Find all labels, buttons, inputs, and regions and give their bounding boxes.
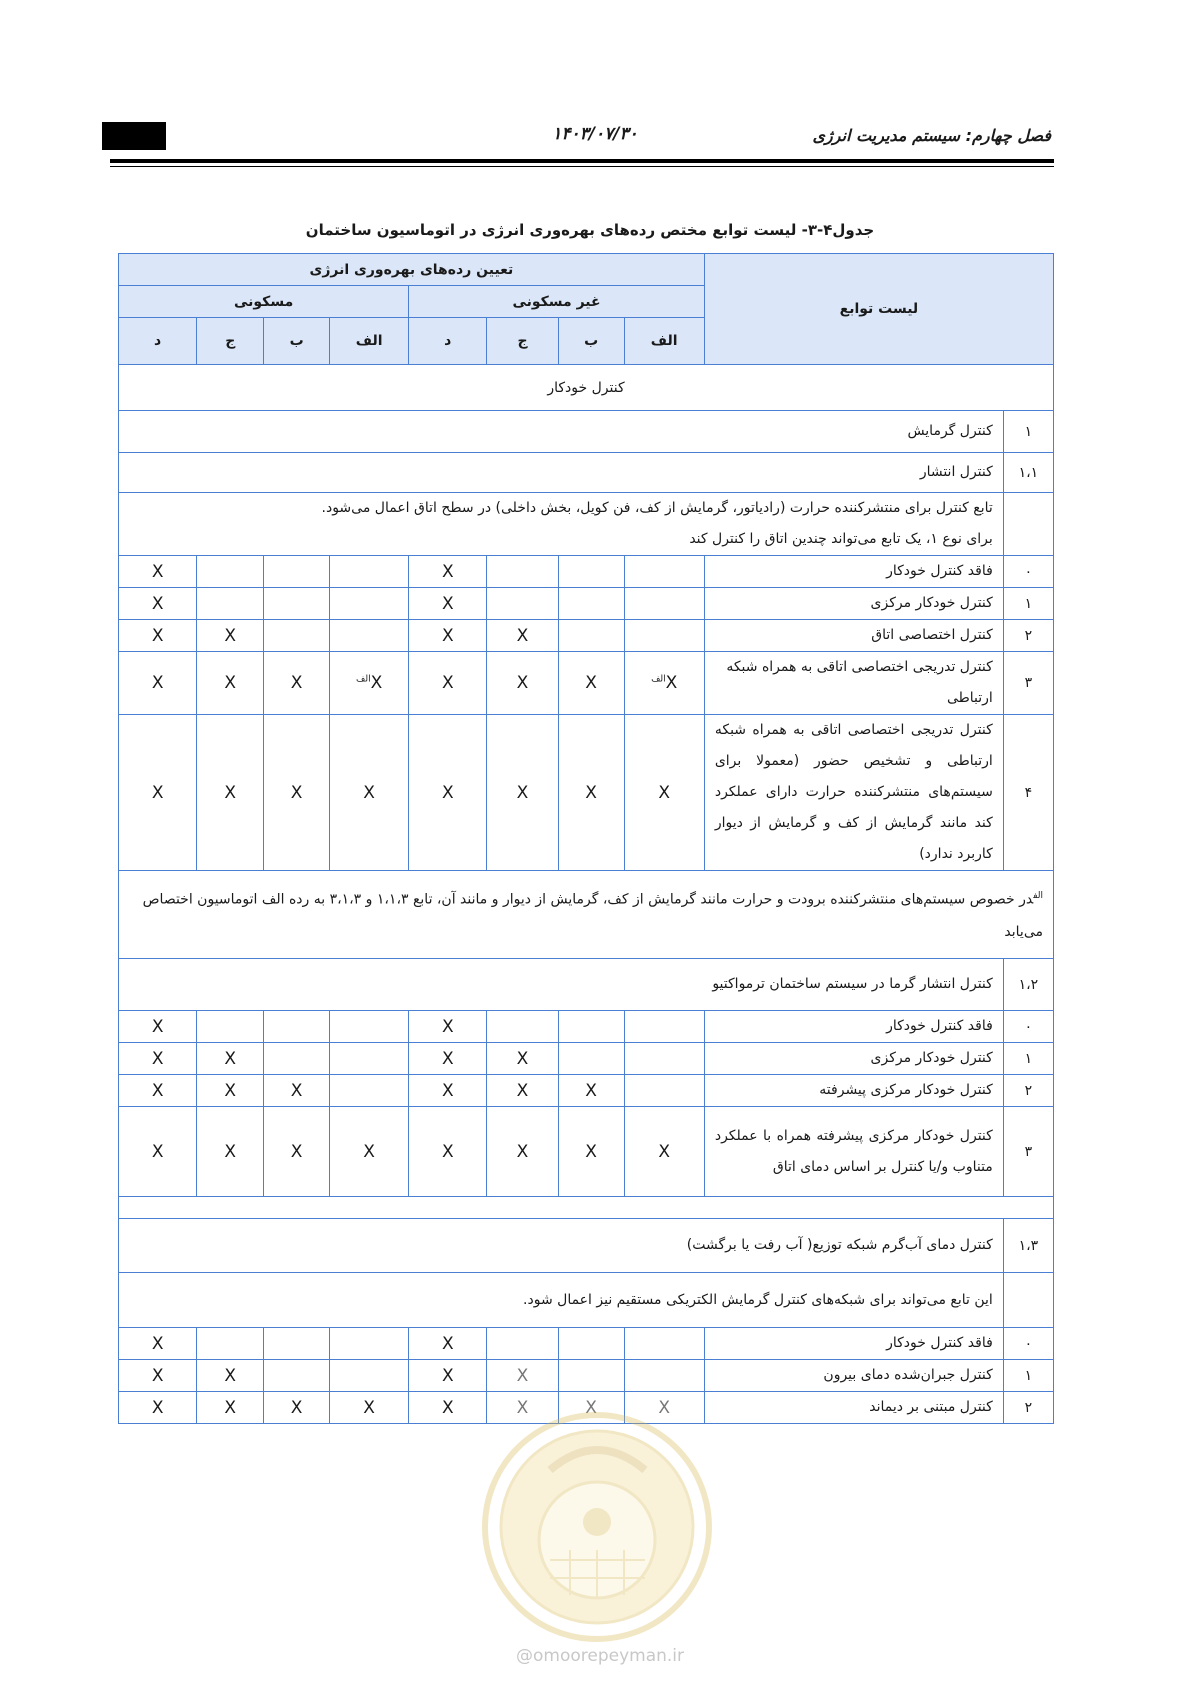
class-mark: X [119,1043,197,1075]
footnote-row [119,871,1054,959]
header-date: ۱۴۰۳/۰۷/۳۰ [552,124,638,144]
class-mark: X [197,620,264,652]
class-mark: X [264,1075,330,1107]
function-description: کنترل خودکار مرکزی [704,588,1003,620]
row-number: ۲ [1003,1392,1053,1424]
function-title: کنترل دمای آب‌گرم شبکه توزیع( آب رفت یا برگشت) [119,1219,1004,1273]
publisher-seal-watermark [480,1410,715,1645]
row-number: ۱،۱ [1003,453,1053,493]
class-mark: X [119,588,197,620]
function-note-line: برای نوع ۱، یک تابع می‌تواند چندین اتاق را کنترل کند [689,531,993,547]
class-mark: X [197,1392,264,1424]
row-number: ۴ [1003,715,1053,871]
class-header-alef: الف [330,318,409,365]
row-number: ۳ [1003,652,1053,715]
class-mark: X [197,715,264,871]
function-description: فاقد کنترل خودکار [704,556,1003,588]
class-mark: X [409,1360,487,1392]
function-title: کنترل انتشار [119,453,1004,493]
class-mark: X [409,1075,487,1107]
class-header-dal: د [119,318,197,365]
class-mark: X [409,652,487,715]
class-mark: X [558,652,624,715]
class-header-be: ب [264,318,330,365]
row-number: ۱،۲ [1003,959,1053,1011]
function-description: فاقد کنترل خودکار [704,1328,1003,1360]
class-mark: X [558,1107,624,1197]
function-note [119,493,1004,556]
row-number: ۱ [1003,1043,1053,1075]
class-mark: X [558,1075,624,1107]
row-number: ۱،۳ [1003,1219,1053,1273]
function-description: کنترل تدریجی اختصاصی اتاقی به همراه شبکه ارتباطی [704,652,1003,715]
class-mark: X [330,715,409,871]
class-mark: X [119,715,197,871]
class-mark: X [264,652,330,715]
footnote-marker: الف [651,674,666,685]
class-mark: X [264,715,330,871]
function-group-title: کنترل گرمایش [119,411,1004,453]
footnote-marker: الف [1033,890,1043,901]
class-mark: X [330,1392,409,1424]
row-number: ۳ [1003,1107,1053,1197]
table-caption: جدول۴-۳- لیست توابع مختص رده‌های بهره‌وری انرژی در اتوماسیون ساختمان [305,221,875,239]
header-rule-thin [110,166,1054,167]
row-number: ۲ [1003,620,1053,652]
class-header-dal: د [409,318,487,365]
website-watermark: @omoorepeyman.ir [515,1646,685,1666]
row-number: ۱ [1003,1360,1053,1392]
function-description: کنترل تدریجی اختصاصی اتاقی به همراه شبکه ارتباطی و تشخیص حضور (معمولا برای سیستم‌های منتشرکننده حرارت دارای عملکرد کند مانند گرمایش از کف و گرمایش از دیوار کاربرد ندارد) [704,715,1003,871]
class-header-alef: الف [624,318,704,365]
functions-list-header: لیست توابع [704,254,1053,365]
class-mark: X [119,1011,197,1043]
non-residential-header: غیر مسکونی [409,286,705,318]
row-number: ۰ [1003,1328,1053,1360]
footnote-marker: الف [356,674,371,685]
class-mark: X [624,715,704,871]
header-black-block [102,122,166,150]
class-mark: X [409,556,487,588]
class-mark: X [409,1107,487,1197]
residential-header: مسکونی [119,286,409,318]
class-header-jim: ج [487,318,558,365]
class-mark: X [119,1360,197,1392]
class-mark: X [487,1360,558,1392]
class-header-be: ب [558,318,624,365]
row-number: ۱ [1003,588,1053,620]
class-mark: X [558,715,624,871]
row-number: ۱ [1003,411,1053,453]
class-mark-footnoted: $X^{الف}$ [624,652,704,715]
class-mark: X [409,620,487,652]
class-mark: X [197,652,264,715]
class-mark: X [197,1043,264,1075]
class-mark: X [487,715,558,871]
spacer-row [119,1197,1054,1219]
class-mark: X [119,556,197,588]
class-mark: X [487,1107,558,1197]
efficiency-classes-header: تعیین رده‌های بهره‌وری انرژی [119,254,705,286]
class-mark: X [487,1043,558,1075]
class-mark: X [487,652,558,715]
class-mark: X [409,1011,487,1043]
function-note-line: تابع کنترل برای منتشرکننده حرارت (رادیاتور، گرمایش از کف، فن کویل، بخش داخلی) در سطح اتاق اعمال می‌شود. [321,500,993,516]
class-mark: X [197,1107,264,1197]
class-mark: X [119,1075,197,1107]
class-mark: X [197,1075,264,1107]
header-chapter-title: فصل چهارم: سیستم مدیریت انرژی [812,126,1051,145]
class-mark: X [264,1392,330,1424]
function-description: کنترل جبران‌شده دمای بیرون [704,1360,1003,1392]
class-mark: X [119,1107,197,1197]
class-mark: X [119,620,197,652]
function-description: کنترل خودکار مرکزی پیشرفته [704,1075,1003,1107]
class-mark: X [409,715,487,871]
class-mark: X [330,1107,409,1197]
footnote-text: در خصوص سیستم‌های منتشرکننده برودت و حرارت مانند گرمایش از کف، گرمایش از دیوار و مانند آن، تابع ۱،۱،۳ و ۳،۱،۳ به رده الف اتوماسیون اختصاص می‌یابد [142,891,1043,941]
class-mark: X [558,1392,624,1424]
class-mark: X [409,588,487,620]
function-description: کنترل مبتنی بر دیماند [704,1392,1003,1424]
class-mark: X [197,1360,264,1392]
class-mark-footnoted: $X^{الف}$ [330,652,409,715]
class-mark: X [409,1328,487,1360]
bacs-functions-table [118,253,1054,1424]
class-mark: X [624,1107,704,1197]
section-title: کنترل خودکار [119,365,1054,411]
class-mark: X [119,652,197,715]
function-description: کنترل خودکار مرکزی [704,1043,1003,1075]
row-number: ۰ [1003,556,1053,588]
class-mark: X [624,1392,704,1424]
function-note: این تابع می‌تواند برای شبکه‌های کنترل گرمایش الکتریکی مستقیم نیز اعمال شود. [119,1273,1004,1328]
class-mark: X [409,1392,487,1424]
class-mark: X [119,1328,197,1360]
row-number: ۲ [1003,1075,1053,1107]
class-mark: X [409,1043,487,1075]
class-header-jim: ج [197,318,264,365]
class-mark: X [487,620,558,652]
header-rule-thick [110,159,1054,163]
function-description: کنترل اختصاصی اتاق [704,620,1003,652]
function-description: کنترل خودکار مرکزی پیشرفته همراه با عملکرد متناوب و/یا کنترل بر اساس دمای اتاق [704,1107,1003,1197]
function-title: کنترل انتشار گرما در سیستم ساختمان ترمواکتیو [119,959,1004,1011]
class-mark: X [487,1075,558,1107]
function-description: فاقد کنترل خودکار [704,1011,1003,1043]
class-mark: X [264,1107,330,1197]
row-number: ۰ [1003,1011,1053,1043]
class-mark: X [487,1392,558,1424]
class-mark: X [119,1392,197,1424]
